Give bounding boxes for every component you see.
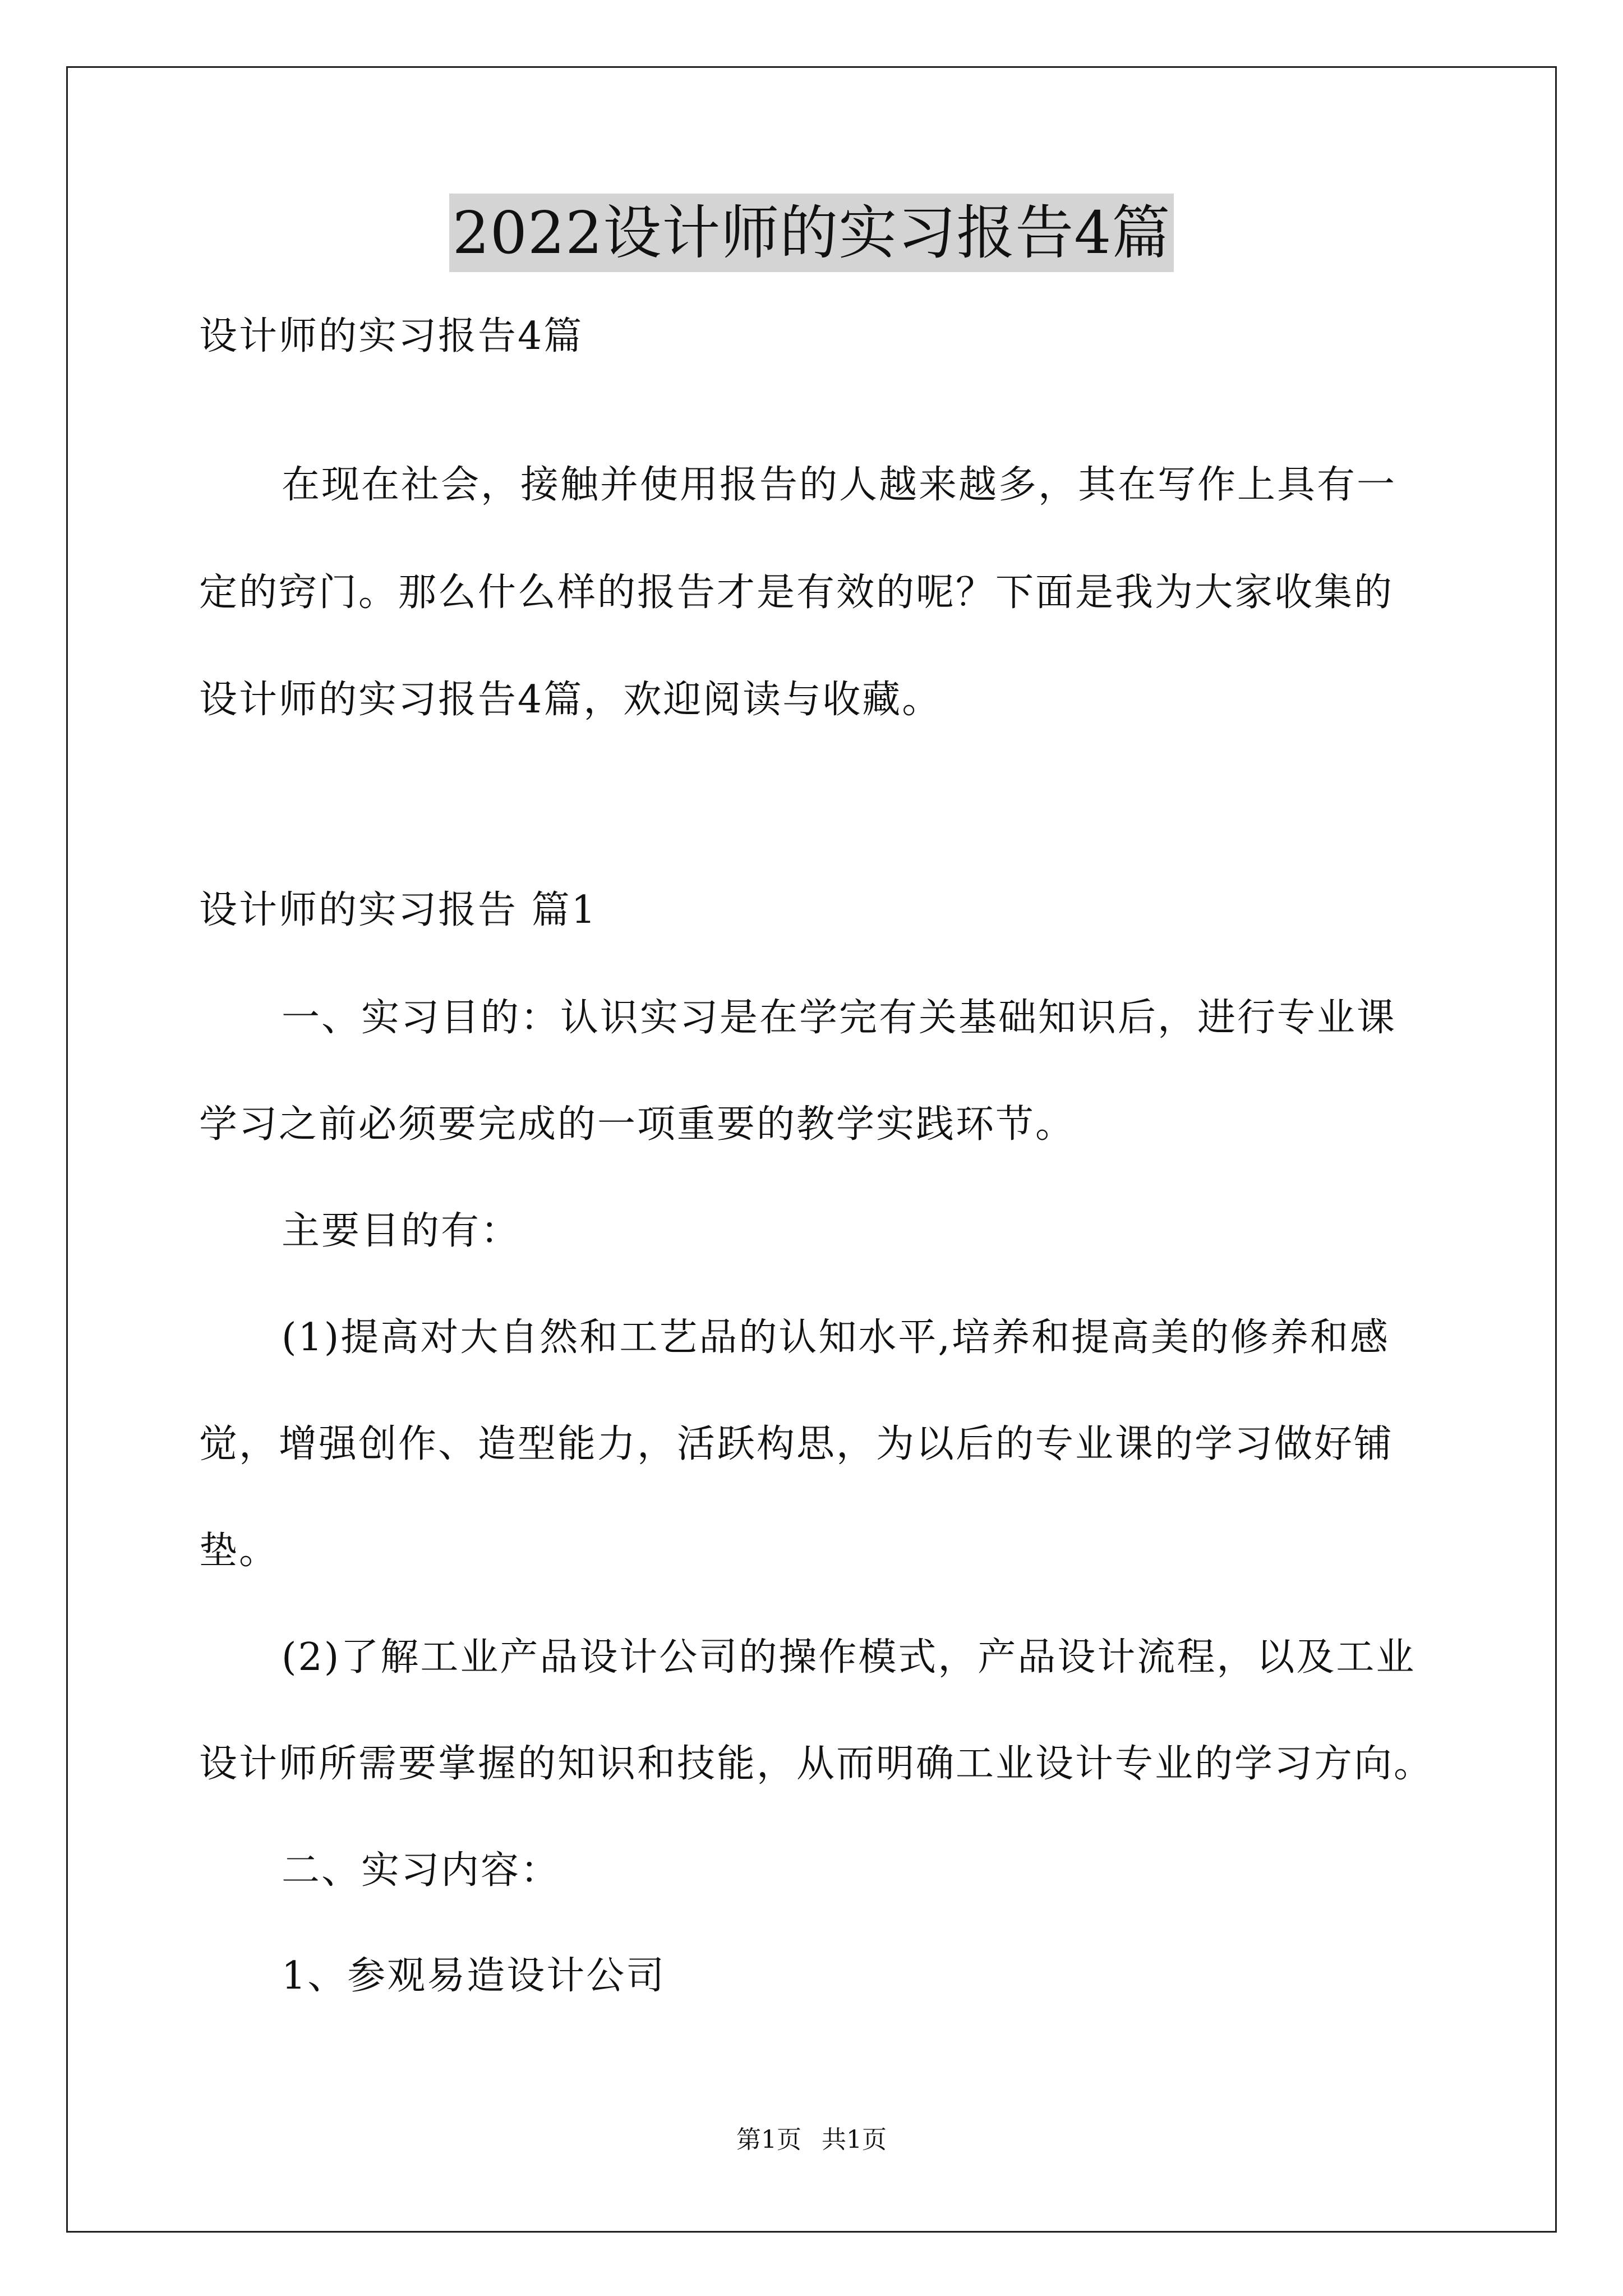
page-number: 第1页 [736, 2125, 801, 2154]
item1-line-1: (1)提高对大自然和工艺品的认知水平,培养和提高美的修养和感 [282, 1315, 1390, 1360]
item2-line-1: (2)了解工业产品设计公司的操作模式，产品设计流程，以及工业 [282, 1635, 1416, 1680]
intro-line-1: 在现在社会，接触并使用报告的人越来越多，其在写作上具有一 [282, 463, 1397, 507]
document-title: 2022设计师的实习报告4篇 [449, 194, 1174, 272]
purpose-line-2: 学习之前必须要完成的一项重要的教学实践环节。 [199, 1102, 1076, 1147]
purpose-line-1: 一、实习目的：认识实习是在学完有关基础知识后，进行专业课 [282, 996, 1397, 1040]
document-subtitle: 设计师的实习报告4篇 [199, 314, 584, 358]
page-footer [0, 2123, 1623, 2157]
section-heading: 设计师的实习报告 篇1 [199, 888, 597, 932]
item1-line-3: 垫。 [199, 1529, 279, 1573]
content-item-1: 1、参观易造设计公司 [282, 1954, 666, 1998]
item1-line-2: 觉，增强创作、造型能力，活跃构思，为以后的专业课的学习做好铺 [199, 1422, 1394, 1466]
intro-line-3: 设计师的实习报告4篇，欢迎阅读与收藏。 [199, 678, 942, 722]
intro-line-2: 定的窍门。那么什么样的报告才是有效的呢？下面是我为大家收集的 [199, 570, 1394, 615]
item2-line-2: 设计师所需要掌握的知识和技能，从而明确工业设计专业的学习方向。 [199, 1742, 1434, 1786]
title-container [0, 194, 1623, 272]
main-purpose-label: 主要目的有： [282, 1209, 521, 1253]
page-total: 共1页 [822, 2125, 887, 2154]
content-heading: 二、实习内容： [282, 1848, 561, 1893]
